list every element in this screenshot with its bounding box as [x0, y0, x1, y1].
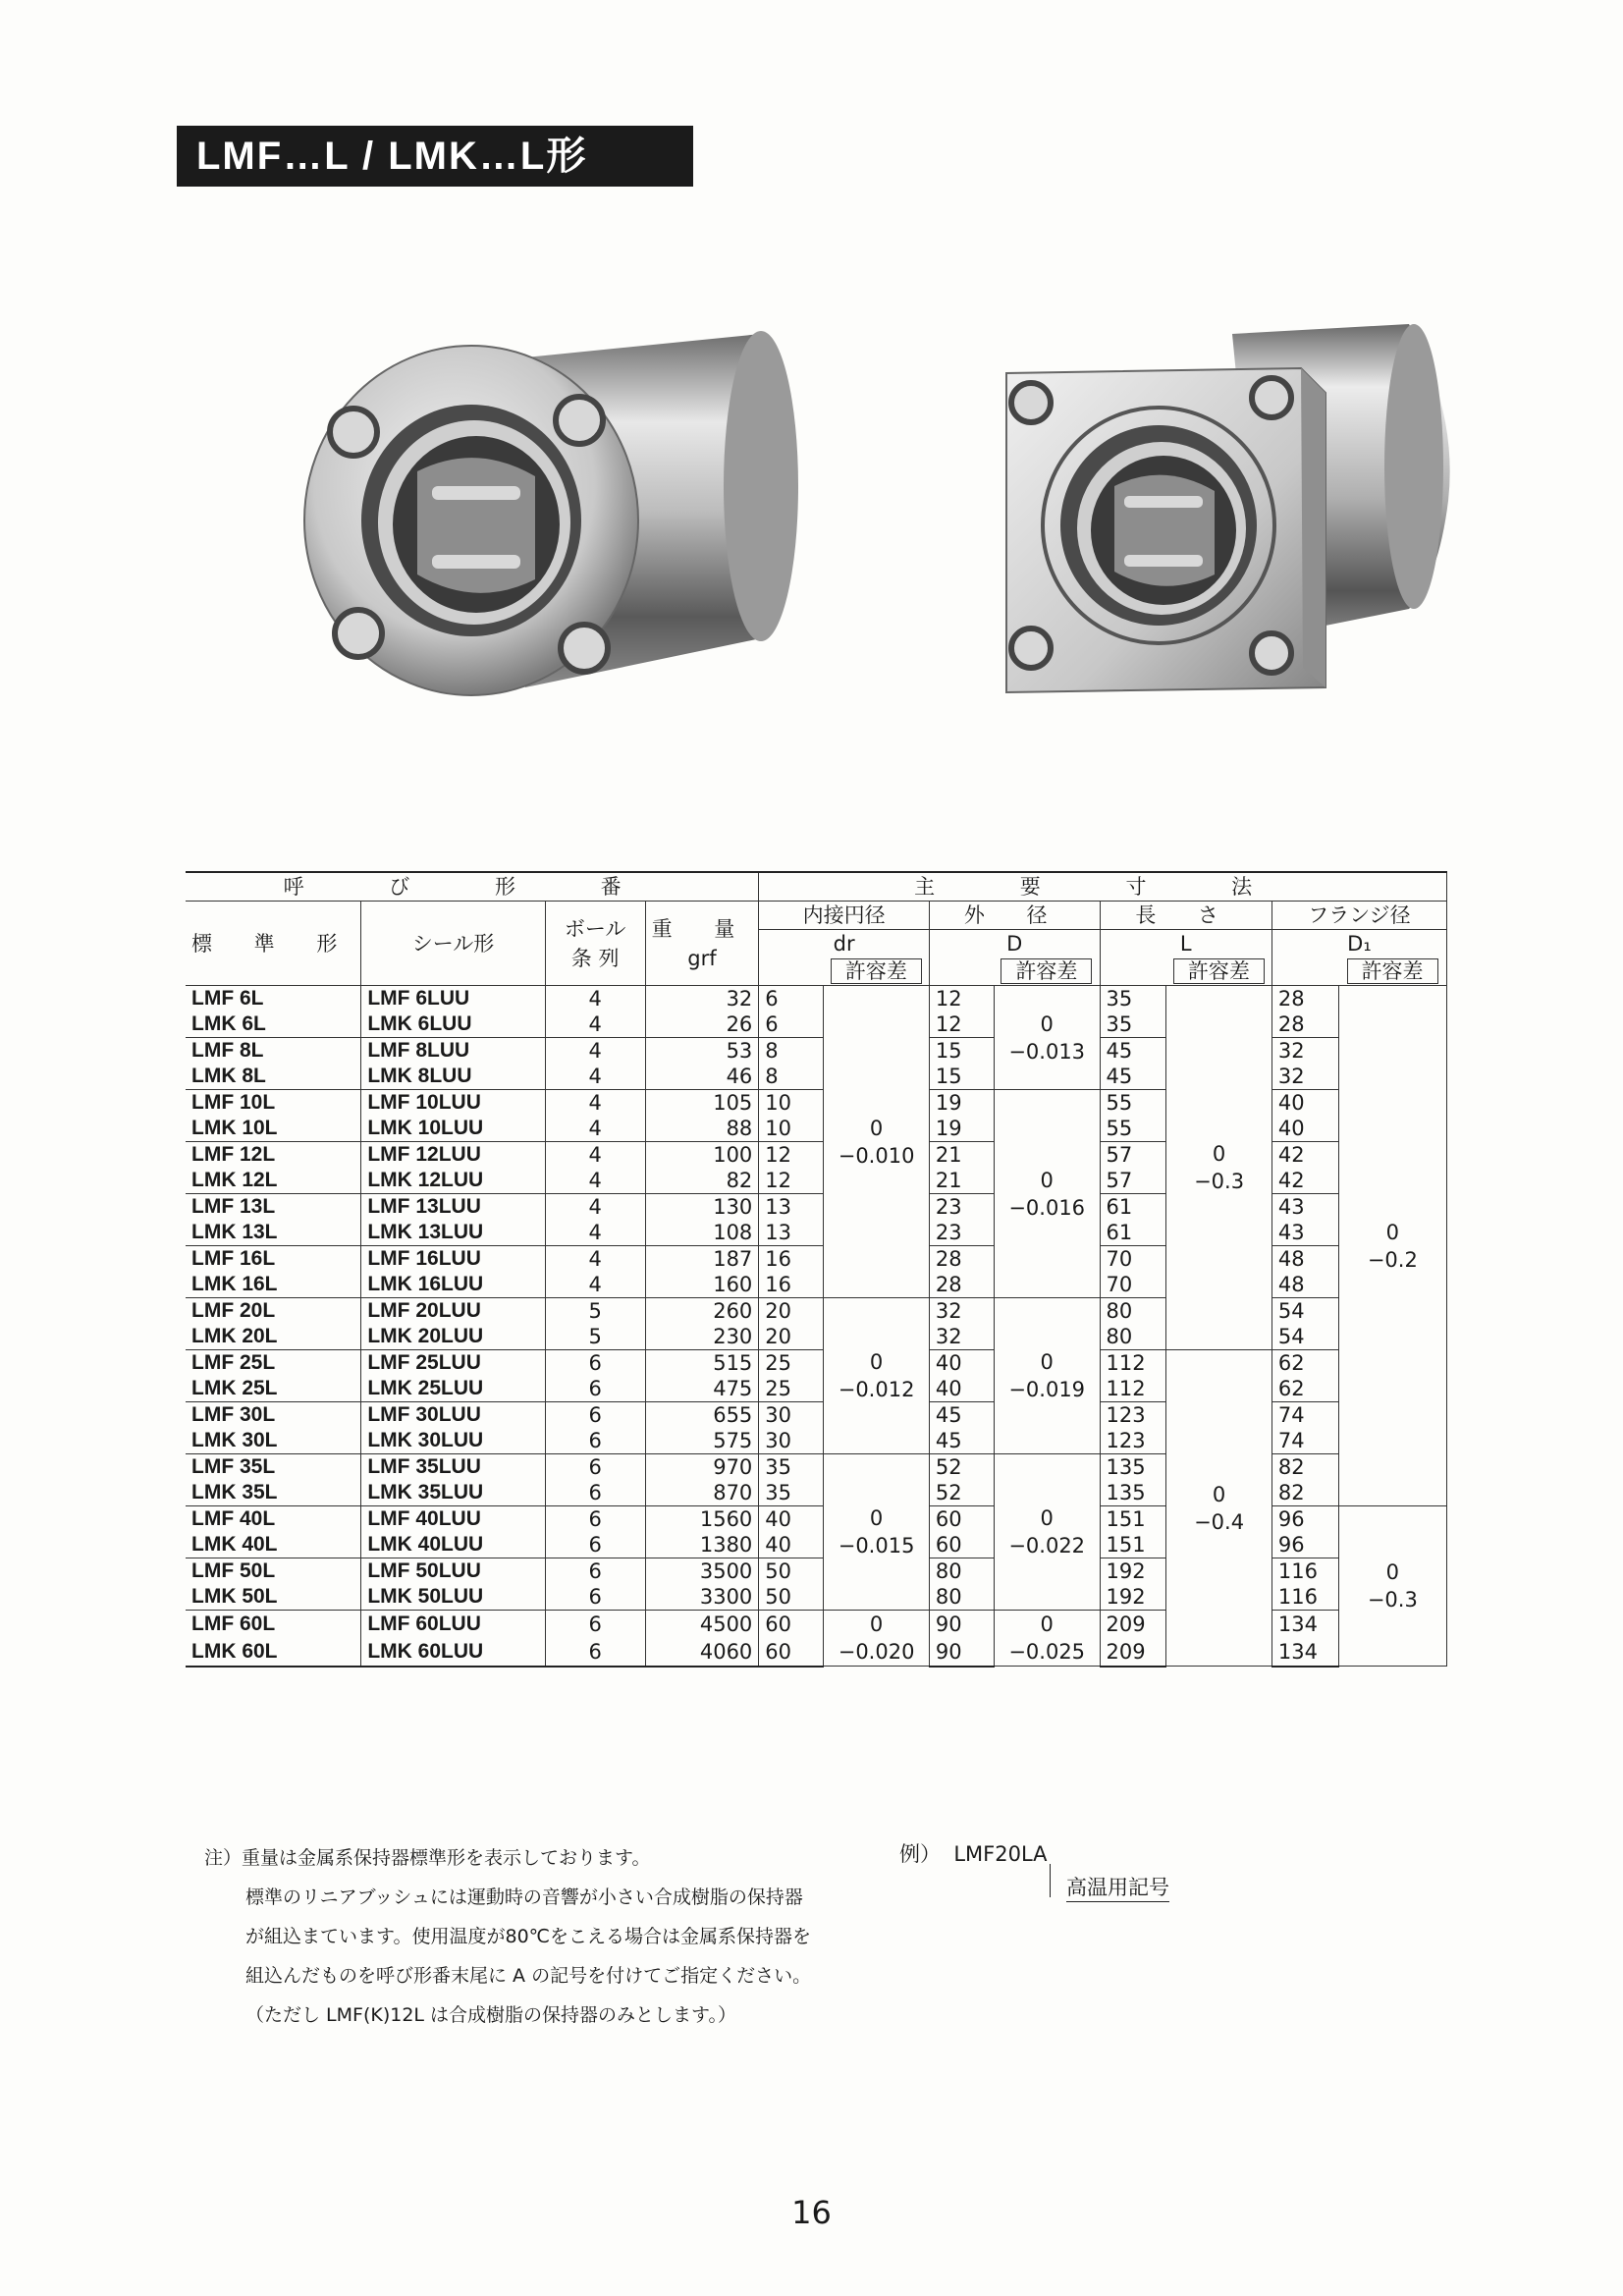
D-value: 45: [929, 1428, 994, 1454]
dr-value: 10: [759, 1116, 824, 1142]
dr-value: 20: [759, 1324, 824, 1350]
weight-value: 655: [645, 1402, 759, 1429]
dr-tolerance: 0 −0.010: [824, 986, 930, 1298]
L-value: 45: [1100, 1038, 1166, 1065]
D-value: 32: [929, 1324, 994, 1350]
L-value: 57: [1100, 1142, 1166, 1169]
weight-value: 475: [645, 1376, 759, 1402]
weight-value: 870: [645, 1480, 759, 1506]
dr-value: 20: [759, 1298, 824, 1325]
seal-model: LMK 16LUU: [361, 1272, 545, 1298]
dr-value: 16: [759, 1272, 824, 1298]
standard-model: LMF 60L: [186, 1611, 361, 1638]
D-value: 15: [929, 1064, 994, 1090]
standard-model: LMF 12L: [186, 1142, 361, 1169]
table-row: [186, 986, 1447, 1012]
ball-rows: 5: [545, 1324, 645, 1350]
dr-value: 50: [759, 1558, 824, 1585]
dr-value: 13: [759, 1194, 824, 1221]
example-prefix: 例）: [899, 1842, 941, 1866]
ball-rows: 4: [545, 1011, 645, 1038]
D1-value: 28: [1271, 986, 1338, 1012]
weight-value: 4060: [645, 1638, 759, 1667]
ball-rows: 4: [545, 1220, 645, 1246]
L-value: 55: [1100, 1116, 1166, 1142]
D-value: 80: [929, 1584, 994, 1611]
standard-model: LMK 10L: [191, 1117, 278, 1139]
D1-value: 116: [1271, 1584, 1338, 1611]
header-outer-diameter: 外 径: [929, 902, 1100, 930]
header-length: 長 さ: [1100, 902, 1271, 930]
D-value: 40: [929, 1350, 994, 1377]
seal-model: LMK 25LUU: [361, 1376, 545, 1402]
symbol-D1: D₁: [1271, 930, 1446, 958]
L-value: 61: [1100, 1194, 1166, 1221]
D-value: 19: [929, 1116, 994, 1142]
weight-value: 105: [645, 1090, 759, 1117]
tolerance-label: 許容差: [831, 958, 922, 984]
standard-model: LMF 25L: [186, 1350, 361, 1377]
page-title: LMF…L / LMK…L形: [177, 126, 693, 187]
square-flange-bushing-image: [987, 314, 1458, 717]
D-value: 60: [929, 1532, 994, 1558]
weight-value: 108: [645, 1220, 759, 1246]
D-value: 52: [929, 1480, 994, 1506]
D1-value: 62: [1271, 1350, 1338, 1377]
L-value: 45: [1100, 1064, 1166, 1090]
D-value: 90: [929, 1611, 994, 1638]
dr-value: 40: [759, 1532, 824, 1558]
example-label: 高温用記号: [1066, 1872, 1169, 1902]
dr-value: 6: [759, 986, 824, 1012]
seal-model: LMF 40LUU: [361, 1506, 545, 1533]
L-value: 35: [1100, 986, 1166, 1012]
standard-model: LMF 8L: [186, 1038, 361, 1065]
standard-model: LMK 12L: [191, 1169, 278, 1191]
header-inscribed-diameter: 内接円径: [759, 902, 930, 930]
ball-rows: 4: [545, 1246, 645, 1273]
ball-rows: 4: [545, 1116, 645, 1142]
L-value: 57: [1100, 1168, 1166, 1194]
D-value: 23: [929, 1220, 994, 1246]
header-flange-diameter: フランジ径: [1271, 902, 1446, 930]
header-designation: 呼 び 形 番: [186, 872, 759, 902]
standard-model: LMK 50L: [191, 1585, 278, 1608]
D1-value: 32: [1271, 1064, 1338, 1090]
L-value: 135: [1100, 1454, 1166, 1481]
ball-rows: 6: [545, 1350, 645, 1377]
D-tolerance: 0 −0.022: [994, 1454, 1100, 1611]
D-tolerance: 0 −0.013: [994, 986, 1100, 1090]
ball-rows: 6: [545, 1638, 645, 1667]
weight-value: 260: [645, 1298, 759, 1325]
D1-value: 32: [1271, 1038, 1338, 1065]
L-value: 112: [1100, 1376, 1166, 1402]
dr-value: 16: [759, 1246, 824, 1273]
L-tolerance: 0 −0.3: [1166, 986, 1272, 1350]
weight-value: 46: [645, 1064, 759, 1090]
dr-value: 10: [759, 1090, 824, 1117]
D1-value: 48: [1271, 1272, 1338, 1298]
L-value: 123: [1100, 1402, 1166, 1429]
D1-value: 62: [1271, 1376, 1338, 1402]
symbol-dr: dr: [759, 930, 930, 958]
dr-tolerance: 0 −0.020: [824, 1611, 930, 1667]
seal-model: LMF 50LUU: [361, 1558, 545, 1585]
D-value: 60: [929, 1506, 994, 1533]
dr-value: 12: [759, 1142, 824, 1169]
header-main-dimensions: 主 要 寸 法: [759, 872, 1447, 902]
standard-model: LMK 8L: [191, 1065, 266, 1087]
standard-model: LMK 40L: [191, 1533, 278, 1556]
header-standard-type: 標 準 形: [186, 902, 361, 986]
D1-value: 82: [1271, 1480, 1338, 1506]
ball-rows: 6: [545, 1428, 645, 1454]
dr-value: 13: [759, 1220, 824, 1246]
tolerance-label: 許容差: [1173, 958, 1265, 984]
L-value: 192: [1100, 1558, 1166, 1585]
standard-model: LMK 16L: [191, 1273, 278, 1295]
D1-value: 96: [1271, 1506, 1338, 1533]
seal-model: LMF 16LUU: [361, 1246, 545, 1273]
standard-model: LMK 13L: [191, 1221, 278, 1243]
seal-model: LMF 8LUU: [361, 1038, 545, 1065]
dr-value: 6: [759, 1011, 824, 1038]
D1-value: 74: [1271, 1402, 1338, 1429]
seal-model: LMF 12LUU: [361, 1142, 545, 1169]
seal-model: LMF 20LUU: [361, 1298, 545, 1325]
D1-value: 40: [1271, 1090, 1338, 1117]
ball-rows: 6: [545, 1402, 645, 1429]
L-value: 123: [1100, 1428, 1166, 1454]
ball-rows: 6: [545, 1480, 645, 1506]
table-row: [186, 1350, 1447, 1377]
standard-model: LMF 13L: [186, 1194, 361, 1221]
standard-model: LMF 35L: [186, 1454, 361, 1481]
weight-value: 230: [645, 1324, 759, 1350]
standard-model: LMK 30L: [191, 1429, 278, 1451]
ball-rows: 4: [545, 1168, 645, 1194]
notes: [204, 1838, 811, 2035]
seal-model: LMF 13LUU: [361, 1194, 545, 1221]
D-value: 45: [929, 1402, 994, 1429]
header-weight: 重 量 grf: [645, 902, 759, 986]
dr-value: 30: [759, 1402, 824, 1429]
D1-value: 40: [1271, 1116, 1338, 1142]
notes-prefix: 注）: [204, 1847, 243, 1869]
dr-tolerance: 0 −0.012: [824, 1298, 930, 1454]
ball-rows: 4: [545, 1038, 645, 1065]
L-value: 151: [1100, 1532, 1166, 1558]
notes-line-1: 重量は金属系保持器標準形を表示しております。: [242, 1847, 651, 1869]
standard-model: LMK 60L: [186, 1638, 361, 1667]
dr-value: 8: [759, 1064, 824, 1090]
D-tolerance: 0 −0.016: [994, 1090, 1100, 1298]
D-value: 28: [929, 1272, 994, 1298]
dr-value: 35: [759, 1454, 824, 1481]
ball-rows: 6: [545, 1584, 645, 1611]
L-value: 61: [1100, 1220, 1166, 1246]
weight-value: 187: [645, 1246, 759, 1273]
dr-value: 25: [759, 1376, 824, 1402]
dr-value: 12: [759, 1168, 824, 1194]
D-tolerance: 0 −0.025: [994, 1611, 1100, 1667]
standard-model: LMK 6L: [191, 1012, 266, 1035]
seal-model: LMK 6LUU: [361, 1011, 545, 1038]
standard-model: LMF 6L: [186, 986, 361, 1012]
D1-value: 116: [1271, 1558, 1338, 1585]
L-value: 80: [1100, 1298, 1166, 1325]
L-value: 35: [1100, 1011, 1166, 1038]
ball-rows: 6: [545, 1558, 645, 1585]
standard-model: LMK 20L: [191, 1325, 278, 1347]
page-number: 16: [791, 2194, 832, 2231]
D1-value: 42: [1271, 1168, 1338, 1194]
symbol-L: L: [1100, 930, 1271, 958]
seal-model: LMF 60LUU: [361, 1611, 545, 1638]
ball-rows: 4: [545, 1090, 645, 1117]
standard-model: LMF 40L: [186, 1506, 361, 1533]
seal-model: LMK 35LUU: [361, 1480, 545, 1506]
seal-model: LMK 13LUU: [361, 1220, 545, 1246]
notes-line-3: が組込まています。使用温度が80℃をこえる場合は金属系保持器を: [245, 1926, 811, 1947]
seal-model: LMK 30LUU: [361, 1428, 545, 1454]
ball-rows: 6: [545, 1532, 645, 1558]
ball-rows: 4: [545, 1272, 645, 1298]
D-value: 21: [929, 1142, 994, 1169]
ball-rows: 4: [545, 1142, 645, 1169]
dr-value: 40: [759, 1506, 824, 1533]
specification-table: [186, 871, 1447, 1667]
ball-rows: 6: [545, 1506, 645, 1533]
D1-tolerance: 0 −0.3: [1338, 1506, 1446, 1667]
D-value: 28: [929, 1246, 994, 1273]
seal-model: LMF 35LUU: [361, 1454, 545, 1481]
D1-value: 96: [1271, 1532, 1338, 1558]
dr-value: 30: [759, 1428, 824, 1454]
weight-value: 4500: [645, 1611, 759, 1638]
ball-rows: 6: [545, 1376, 645, 1402]
standard-model: LMF 50L: [186, 1558, 361, 1585]
seal-model: LMF 10LUU: [361, 1090, 545, 1117]
D-value: 80: [929, 1558, 994, 1585]
symbol-D: D: [929, 930, 1100, 958]
D1-value: 54: [1271, 1324, 1338, 1350]
D-value: 12: [929, 1011, 994, 1038]
weight-value: 53: [645, 1038, 759, 1065]
standard-model: LMK 25L: [191, 1377, 278, 1399]
D-value: 40: [929, 1376, 994, 1402]
D1-value: 74: [1271, 1428, 1338, 1454]
D-value: 52: [929, 1454, 994, 1481]
D1-value: 54: [1271, 1298, 1338, 1325]
weight-value: 1560: [645, 1506, 759, 1533]
dr-value: 25: [759, 1350, 824, 1377]
weight-value: 26: [645, 1011, 759, 1038]
L-value: 80: [1100, 1324, 1166, 1350]
seal-model: LMK 8LUU: [361, 1064, 545, 1090]
L-value: 151: [1100, 1506, 1166, 1533]
standard-model: LMF 20L: [186, 1298, 361, 1325]
dr-tolerance: 0 −0.015: [824, 1454, 930, 1611]
seal-model: LMK 12LUU: [361, 1168, 545, 1194]
L-value: 112: [1100, 1350, 1166, 1377]
tolerance-label: 許容差: [1347, 958, 1438, 984]
seal-model: LMK 20LUU: [361, 1324, 545, 1350]
seal-model: LMK 50LUU: [361, 1584, 545, 1611]
standard-model: LMF 30L: [186, 1402, 361, 1429]
seal-model: LMF 6LUU: [361, 986, 545, 1012]
dr-value: 60: [759, 1638, 824, 1667]
D1-value: 28: [1271, 1011, 1338, 1038]
notes-line-4: 組込んだものを呼び形番末尾に A の記号を付けてご指定ください。: [245, 1965, 812, 1987]
L-value: 135: [1100, 1480, 1166, 1506]
D1-value: 82: [1271, 1454, 1338, 1481]
seal-model: LMK 40LUU: [361, 1532, 545, 1558]
notes-line-5: （ただし LMF(K)12L は合成樹脂の保持器のみとします。）: [245, 2004, 737, 2026]
weight-value: 3300: [645, 1584, 759, 1611]
D1-value: 134: [1271, 1611, 1338, 1638]
notes-line-2: 標準のリニアブッシュには運動時の音響が小さい合成樹脂の保持器: [245, 1886, 803, 1908]
D-value: 90: [929, 1638, 994, 1667]
D-tolerance: 0 −0.019: [994, 1298, 1100, 1454]
weight-value: 32: [645, 986, 759, 1012]
seal-model: LMK 10LUU: [361, 1116, 545, 1142]
weight-value: 88: [645, 1116, 759, 1142]
D1-value: 134: [1271, 1638, 1338, 1667]
dr-value: 35: [759, 1480, 824, 1506]
weight-value: 970: [645, 1454, 759, 1481]
seal-model: LMF 25LUU: [361, 1350, 545, 1377]
dr-value: 8: [759, 1038, 824, 1065]
header-ball-rows: ボール 条 列: [545, 902, 645, 986]
L-value: 55: [1100, 1090, 1166, 1117]
D1-tolerance: 0 −0.2: [1338, 986, 1446, 1506]
ball-rows: 6: [545, 1454, 645, 1481]
ball-rows: 4: [545, 1064, 645, 1090]
standard-model: LMF 10L: [186, 1090, 361, 1117]
D-value: 19: [929, 1090, 994, 1117]
L-value: 70: [1100, 1246, 1166, 1273]
ball-rows: 5: [545, 1298, 645, 1325]
D1-value: 43: [1271, 1194, 1338, 1221]
header-seal-type: シール形: [361, 902, 545, 986]
dr-value: 60: [759, 1611, 824, 1638]
weight-value: 100: [645, 1142, 759, 1169]
weight-value: 575: [645, 1428, 759, 1454]
standard-model: LMK 35L: [191, 1481, 278, 1503]
round-flange-bushing-image: [299, 314, 810, 737]
D-value: 15: [929, 1038, 994, 1065]
weight-value: 3500: [645, 1558, 759, 1585]
L-value: 70: [1100, 1272, 1166, 1298]
D1-value: 48: [1271, 1246, 1338, 1273]
weight-value: 82: [645, 1168, 759, 1194]
weight-value: 130: [645, 1194, 759, 1221]
D-value: 12: [929, 986, 994, 1012]
weight-value: 515: [645, 1350, 759, 1377]
D-value: 23: [929, 1194, 994, 1221]
dr-value: 50: [759, 1584, 824, 1611]
weight-value: 1380: [645, 1532, 759, 1558]
L-value: 209: [1100, 1638, 1166, 1667]
L-value: 192: [1100, 1584, 1166, 1611]
example-code: LMF20LA: [953, 1842, 1048, 1866]
seal-model: LMF 30LUU: [361, 1402, 545, 1429]
D1-value: 42: [1271, 1142, 1338, 1169]
ball-rows: 4: [545, 986, 645, 1012]
tolerance-label: 許容差: [1001, 958, 1092, 984]
ball-rows: 4: [545, 1194, 645, 1221]
L-tolerance: 0 −0.4: [1166, 1350, 1272, 1667]
D-value: 32: [929, 1298, 994, 1325]
D-value: 21: [929, 1168, 994, 1194]
standard-model: LMF 16L: [186, 1246, 361, 1273]
seal-model: LMK 60LUU: [361, 1638, 545, 1667]
weight-value: 160: [645, 1272, 759, 1298]
ball-rows: 6: [545, 1611, 645, 1638]
L-value: 209: [1100, 1611, 1166, 1638]
D1-value: 43: [1271, 1220, 1338, 1246]
